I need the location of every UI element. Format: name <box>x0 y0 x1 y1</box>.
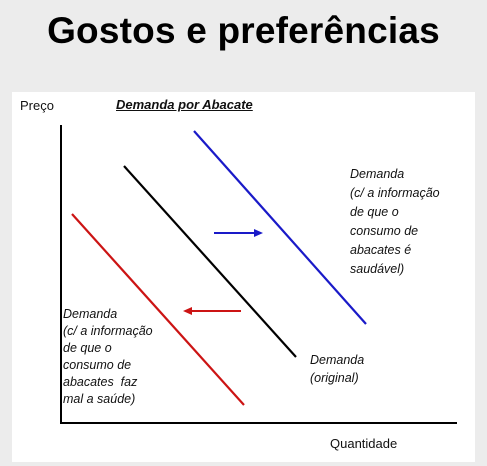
label-line: Demanda <box>350 167 405 181</box>
demand-increase-label <box>350 165 475 279</box>
demand-decrease-label <box>63 306 183 408</box>
shift-right-arrow <box>214 229 263 237</box>
label-line: de que o <box>63 341 112 355</box>
shift-left-arrow <box>183 307 241 315</box>
demand-curve-increase <box>194 131 366 324</box>
label-line: (c/ a informação <box>350 186 440 200</box>
label-line: Demanda <box>310 353 365 367</box>
label-line: mal a saúde) <box>63 392 136 406</box>
label-line: Demanda <box>63 307 118 321</box>
label-line: (original) <box>310 371 359 385</box>
y-axis-label: Preço <box>20 98 54 113</box>
slide-title: Gostos e preferências <box>47 10 440 51</box>
x-axis-label: Quantidade <box>330 436 398 451</box>
label-line: saudável) <box>350 262 405 276</box>
chart-title: Demanda por Abacate <box>116 97 253 112</box>
label-line: de que o <box>350 205 399 219</box>
demand-original-label <box>310 351 410 387</box>
label-line: abacates faz <box>63 375 138 389</box>
label-line: abacates é <box>350 243 412 257</box>
label-line: consumo de <box>63 358 132 372</box>
label-line: consumo de <box>350 224 419 238</box>
label-line: (c/ a informação <box>63 324 153 338</box>
